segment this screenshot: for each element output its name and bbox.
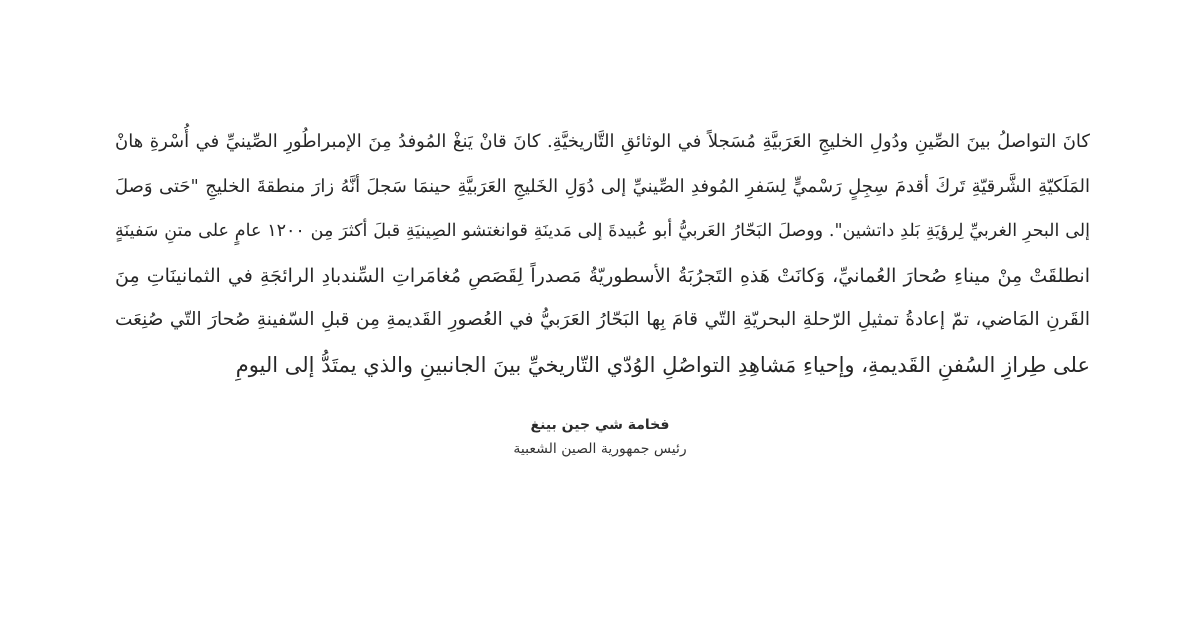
quote-line-4: انطلقَتْ مِنْ ميناءِ صُحارَ العُمانيِّ، وَكانَتْ هَذهِ التَجرُبَةُ الأسطوريّةُ مَصدراً لِقَصَصِ مُغامَراتِ السِّندبادِ الرائجَةِ في الثمانينَاتِ مِنَ bbox=[115, 264, 1090, 287]
quote-line-3: إلى البحرِ الغربيِّ لِرؤيَةِ بَلدِ داتشين". ووصلَ البَحّارُ العَربيُّ أبو عُبيدةَ إلى مَدينَةِ قوانغتشو الصِينيَةِ قبلَ أكثرَ مِن ١٢٠٠ عامٍ على متنِ سَفينَةٍ bbox=[115, 221, 1090, 241]
quote-paragraph bbox=[115, 120, 1090, 387]
quote-line-1: كانَ التواصلُ بينَ الصِّينِ ودُولِ الخليجِ العَرَبيَّةِ مُسَجلاً في الوثائقِ التَّاريخيَّةِ. كانَ قانْ يَنغْ المُوفدُ مِنَ الإمبراطُورِ الصِّينيِّ في أُسْرةِ هانْ bbox=[115, 131, 1090, 152]
quote-line-6: على طِرازِ السُفنِ القَديمةِ، وإحياءِ مَشاهِدِ التواصُلِ الوُدّي التّاريخيِّ بينَ الجانبينِ والذي يمتَدُّ إلى اليومِ bbox=[235, 352, 1090, 377]
quote-line-5: القَرنِ المَاضي، تمّ إعادةُ تمثيلِ الرّحلةِ البحريّةِ التّي قامَ بِها البَحّارُ العَرَبيُّ في العُصورِ القَديمةِ مِن قبلِ السّفينةِ صُحارَ التّي صُنِعَت bbox=[115, 309, 1090, 330]
signature-block bbox=[0, 414, 1200, 462]
signatory-title: رئيس جمهورية الصين الشعبية bbox=[513, 441, 687, 457]
quote-line-2: المَلَكيّةِ الشَّرقيّةِ تَركَ أقدمَ سِجِلٍ رَسْميٍّ لِسَفرِ المُوفدِ الصِّينيِّ إلى دُوَلِ الخَليجِ العَرَبيَّةِ حينمَا سَجلَ أنَّهُ زارَ منطقةَ الخليجِ "حَتى وَصلَ bbox=[115, 175, 1090, 197]
signatory-name: فخامة شي جين بينغ bbox=[530, 417, 670, 433]
